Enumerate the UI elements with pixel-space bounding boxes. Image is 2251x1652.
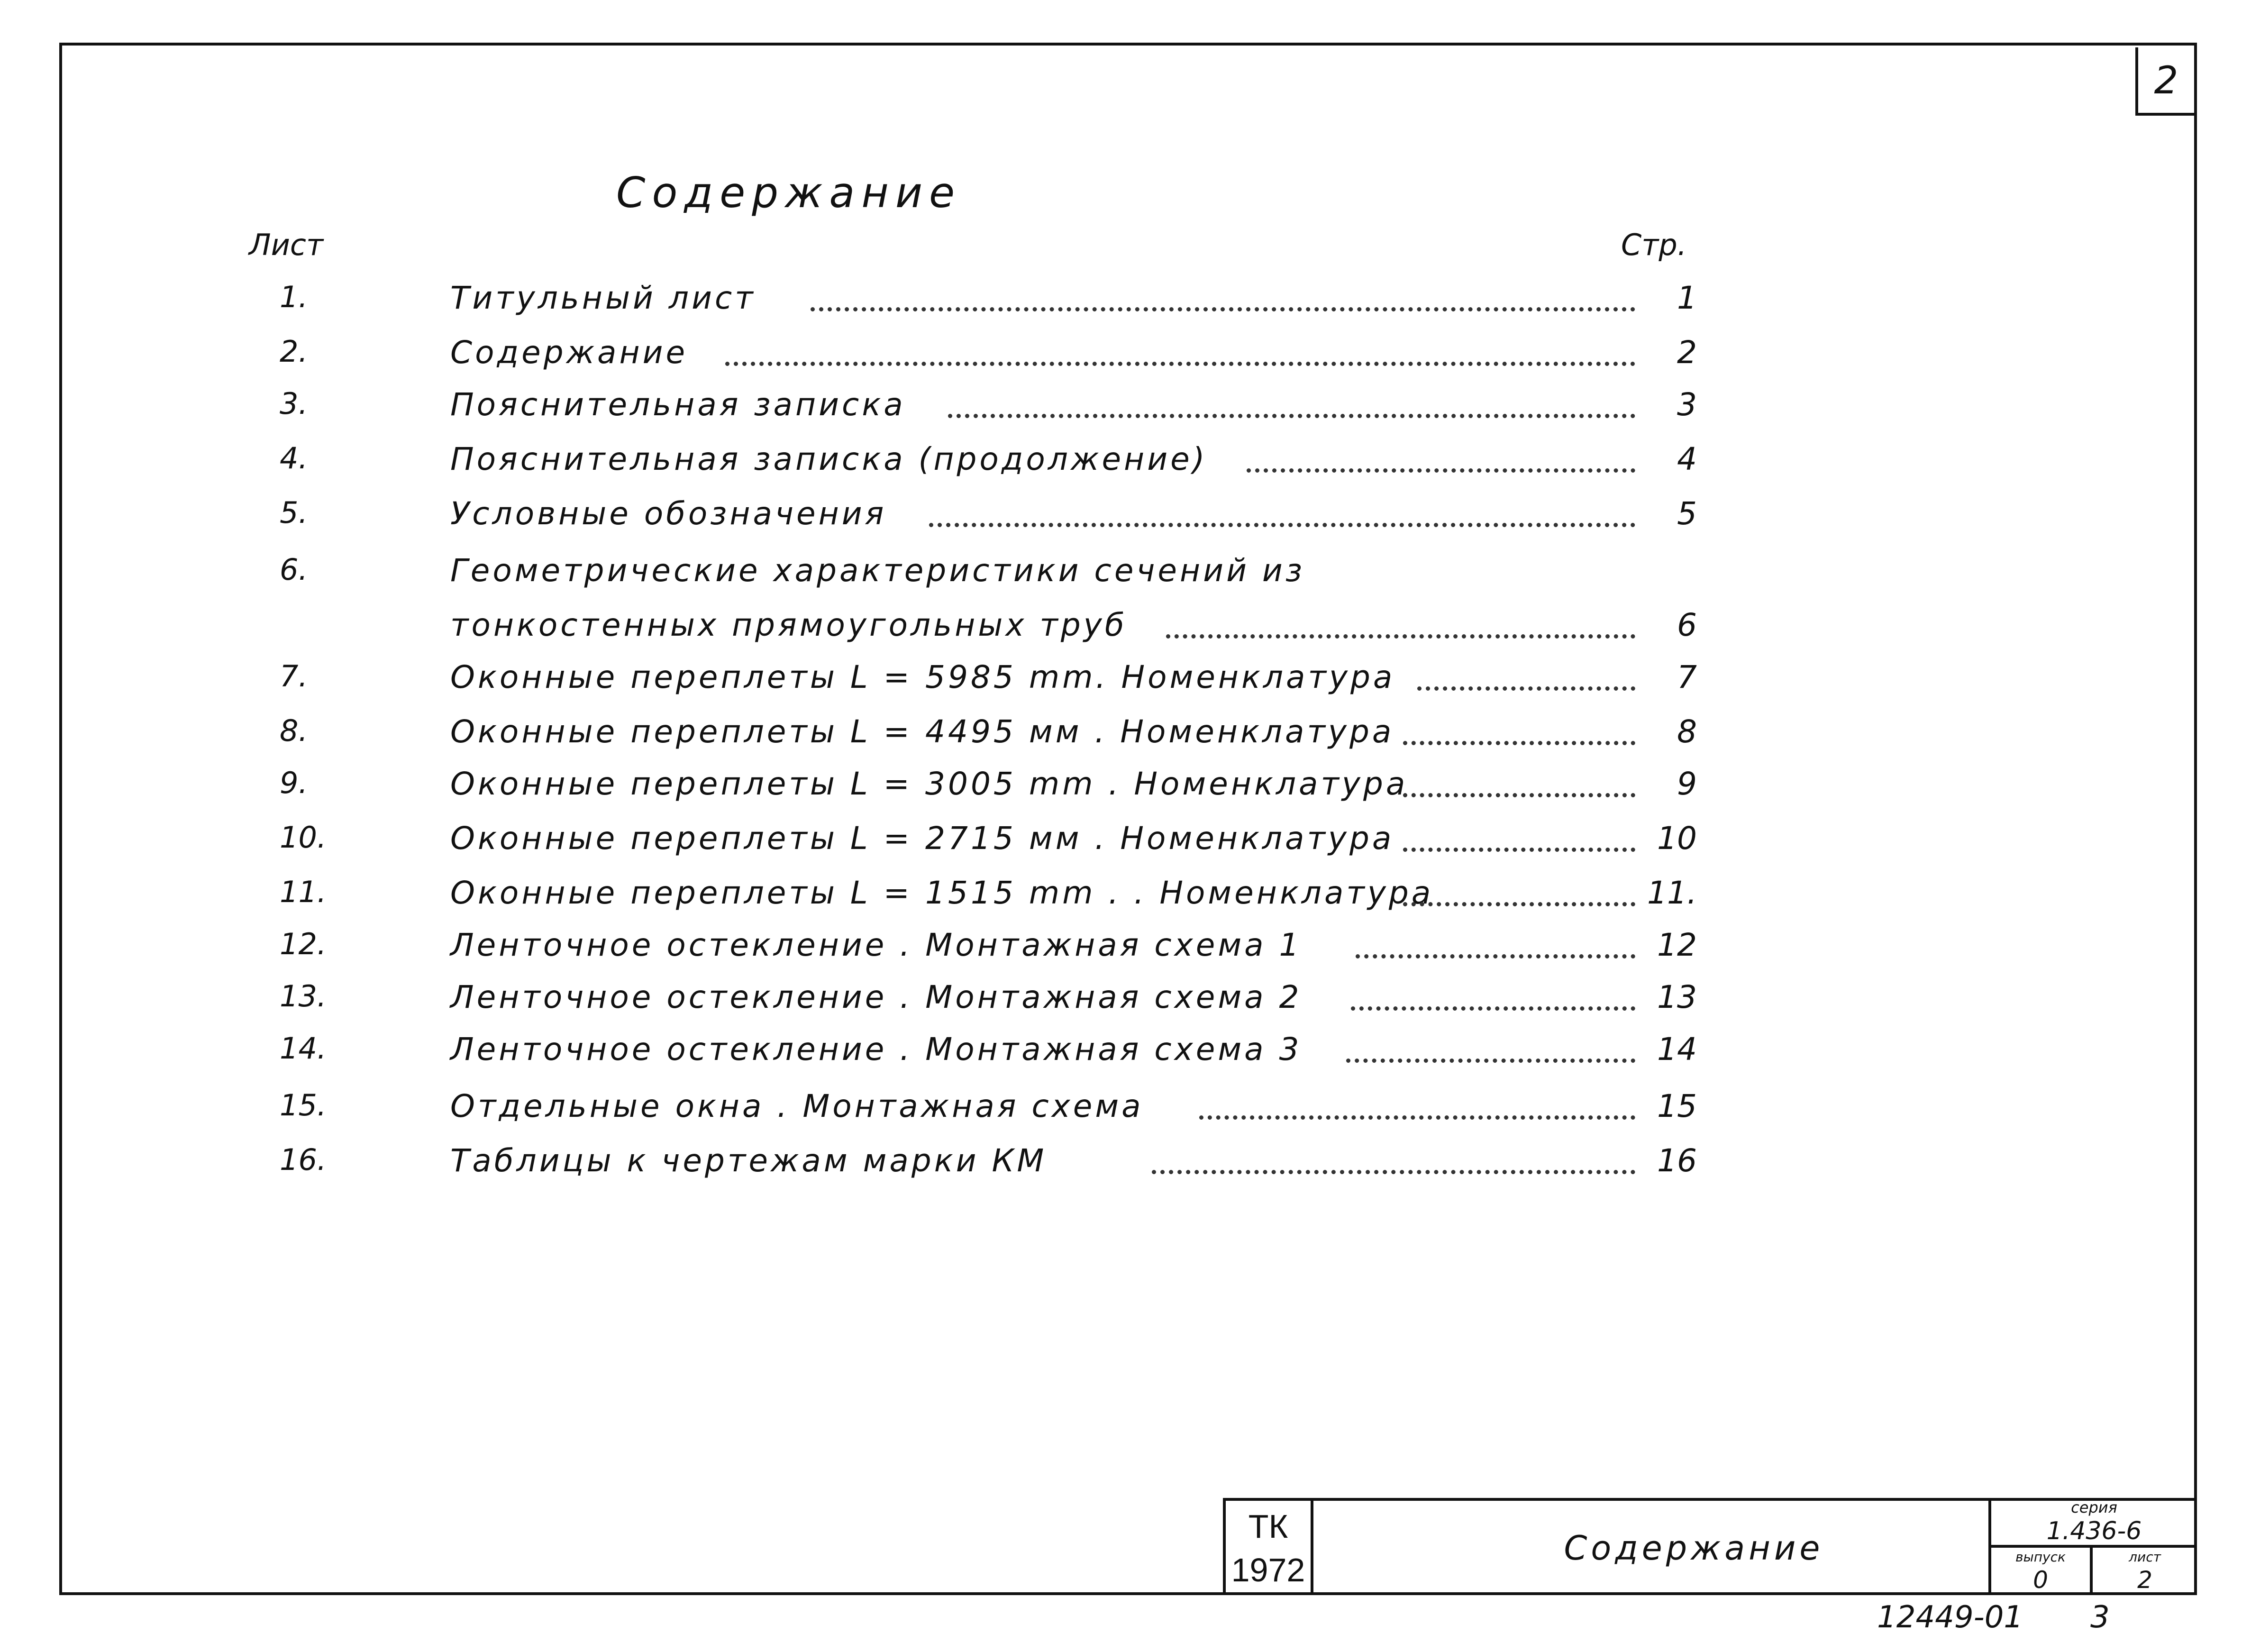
toc-leader-dots [1152,1170,1635,1174]
toc-row [0,280,2251,332]
toc-row [0,334,2251,386]
sheet-number-box [2135,47,2194,116]
title-block-info [1988,1498,2197,1595]
toc-sheet-number: 7. [280,659,308,694]
toc-page-number: 5 [1677,495,1697,532]
toc-title: Таблицы к чертежам марки КМ [450,1142,1047,1179]
toc-title: Содержание [450,334,688,371]
toc-leader-dots [1166,634,1635,639]
toc-row [0,552,2251,604]
page-title: Содержание [616,168,962,217]
toc-page-number: 2 [1677,334,1697,371]
toc-leader-dots [1351,1006,1635,1011]
bottom-page-number: 3 [2090,1600,2110,1635]
toc-row [0,1142,2251,1195]
column-header-sheet: Лист [249,228,324,262]
drawing-frame [59,43,2197,1595]
toc-page-number: 8 [1677,713,1697,750]
toc-title: Оконные переплеты L = 5985 mm. Номенклатура [450,659,1395,695]
toc-page-number: 12 [1657,927,1697,963]
toc-sheet-number: 12. [280,927,327,961]
organization-logo [1226,1501,1313,1595]
toc-sheet-number: 16. [280,1142,327,1177]
toc-page-number: 14 [1657,1031,1697,1068]
toc-leader-dots [1356,954,1635,958]
toc-page-number: 11. [1647,875,1697,911]
issue-value: 0 [2033,1566,2048,1594]
toc-leader-dots [948,414,1635,418]
toc-leader-dots [929,523,1635,527]
toc-row [0,495,2251,548]
toc-row [0,1088,2251,1140]
toc-page-number: 7 [1677,659,1697,695]
toc-leader-dots [1417,686,1635,691]
sheet-label: лист [2129,1549,2161,1565]
sheet-cell [2093,1548,2197,1595]
series-cell [1988,1498,2197,1548]
toc-title: Условные обозначения [450,495,887,532]
toc-sheet-number: 3. [280,386,308,421]
toc-leader-dots [1199,1115,1635,1120]
logo-line-2: 1972 [1231,1552,1305,1588]
toc-row [0,820,2251,872]
toc-title: Ленточное остекление . Монтажная схема 1 [450,927,1302,963]
toc-title: Оконные переплеты L = 1515 mm . . Номенклатура [450,875,1434,911]
title-block-name: Содержание [1564,1529,1824,1568]
toc-leader-dots [1403,848,1635,852]
toc-sheet-number: 15. [280,1088,327,1123]
issue-label: выпуск [2015,1549,2066,1565]
toc-title: Ленточное остекление . Монтажная схема 2 [450,979,1302,1015]
toc-row [0,875,2251,927]
toc-page-number: 6 [1677,607,1697,643]
toc-sheet-number: 1. [280,280,308,314]
toc-row [0,1031,2251,1083]
column-header-page: Стр. [1621,228,1687,262]
toc-page-number: 4 [1677,441,1697,477]
toc-title: Оконные переплеты L = 2715 мм . Номенклатура [450,820,1394,857]
toc-sheet-number: 4. [280,441,308,475]
toc-page-number: 15 [1657,1088,1697,1124]
toc-title: Титульный лист [450,280,756,316]
toc-page-number: 9 [1677,766,1697,802]
sheet-value: 2 [2137,1566,2152,1594]
toc-sheet-number: 11. [280,875,327,909]
toc-page-number: 10 [1657,820,1697,857]
toc-row [0,386,2251,438]
toc-page-number: 3 [1677,386,1697,423]
toc-row [0,607,2251,659]
toc-row [0,713,2251,766]
toc-title: тонкостенных прямоугольных труб [450,607,1127,643]
toc-leader-dots [1403,902,1635,906]
series-label: серия [2071,1498,2117,1516]
series-value: 1.436-6 [2046,1517,2142,1545]
toc-page-number: 13 [1657,979,1697,1015]
toc-title: Пояснительная записка (продолжение) [450,441,1208,477]
issue-cell [1988,1548,2093,1595]
toc-leader-dots [1247,468,1635,473]
toc-sheet-number: 2. [280,334,308,369]
toc-title: Пояснительная записка [450,386,906,423]
sheet-number: 2 [2154,58,2178,102]
toc-leader-dots [811,307,1635,311]
toc-sheet-number: 14. [280,1031,327,1066]
toc-sheet-number: 6. [280,552,308,587]
toc-row [0,979,2251,1031]
toc-page-number: 16 [1657,1142,1697,1179]
toc-title: Геометрические характеристики сечений из [450,552,1305,589]
toc-leader-dots [1403,741,1635,745]
toc-leader-dots [725,362,1635,366]
document-code: 12449-01 [1877,1600,2023,1635]
toc-title: Отдельные окна . Монтажная схема [450,1088,1144,1124]
toc-title: Оконные переплеты L = 3005 mm . Номенклатура [450,766,1408,802]
toc-leader-dots [1403,793,1635,797]
toc-page-number: 1 [1677,280,1697,316]
toc-row [0,441,2251,493]
toc-row [0,927,2251,979]
toc-sheet-number: 13. [280,979,327,1013]
toc-sheet-number: 8. [280,713,308,748]
toc-row [0,659,2251,711]
toc-sheet-number: 9. [280,766,308,800]
toc-leader-dots [1346,1059,1635,1063]
toc-sheet-number: 5. [280,495,308,530]
toc-title: Оконные переплеты L = 4495 мм . Номенклатура [450,713,1394,750]
logo-line-1: ТК [1248,1508,1288,1545]
toc-title: Ленточное остекление . Монтажная схема 3 [450,1031,1302,1068]
toc-sheet-number: 10. [280,820,327,855]
toc-row [0,766,2251,818]
